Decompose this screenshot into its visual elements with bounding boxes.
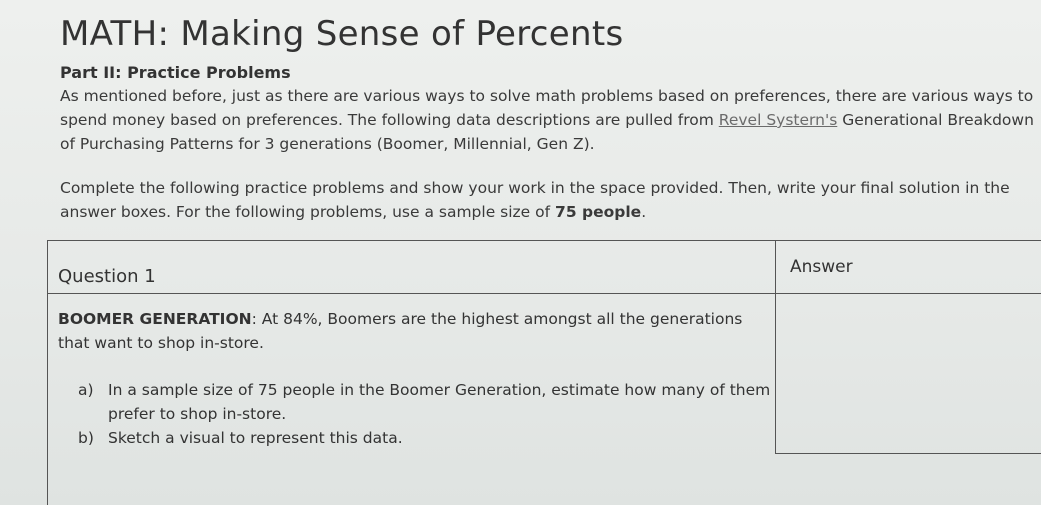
instructions-text: Complete the following practice problems and show your work in the space provided. Then, write your final solution in the answer boxes. For the following problems, use a sample size of (60, 179, 1010, 221)
intro-text-end: Generational Breakdown of Purchasing Patterns for 3 generations (Boomer, Millennial, Gen Z). (60, 111, 1034, 153)
instructions-end: . (641, 203, 647, 221)
answer-box-bottom (775, 453, 1041, 454)
question-text (58, 307, 768, 355)
header-divider (48, 293, 1041, 294)
question-header: Question 1 (58, 266, 156, 287)
source-link[interactable]: Revel Systern's (718, 111, 838, 129)
question-table (47, 240, 1041, 505)
intro-text-start: As mentioned before, just as there are various ways to solve math problems based on preferences, there are various ways to spend money based on preferences. The following data descriptions are pulled from (60, 87, 1034, 129)
item-marker: a) (78, 381, 94, 399)
question-item-b (78, 426, 778, 450)
sample-size: 75 people (555, 203, 642, 221)
instructions-paragraph (60, 176, 1035, 224)
page-title: MATH: Making Sense of Percents (60, 14, 624, 54)
question-items (78, 378, 778, 450)
item-text: In a sample size of 75 people in the Boomer Generation, estimate how many of them prefer to shop in-store. (108, 381, 771, 423)
question-topic: BOOMER GENERATION (58, 310, 252, 328)
intro-paragraph (60, 84, 1035, 156)
question-body: : At 84%, Boomers are the highest amongst all the generations that want to shop in-store. (58, 310, 743, 352)
item-text: Sketch a visual to represent this data. (108, 429, 403, 447)
question-item-a (78, 378, 778, 426)
section-heading: Part II: Practice Problems (60, 63, 291, 82)
answer-header: Answer (790, 257, 853, 277)
item-marker: b) (78, 429, 94, 447)
answer-box[interactable] (778, 296, 1040, 451)
